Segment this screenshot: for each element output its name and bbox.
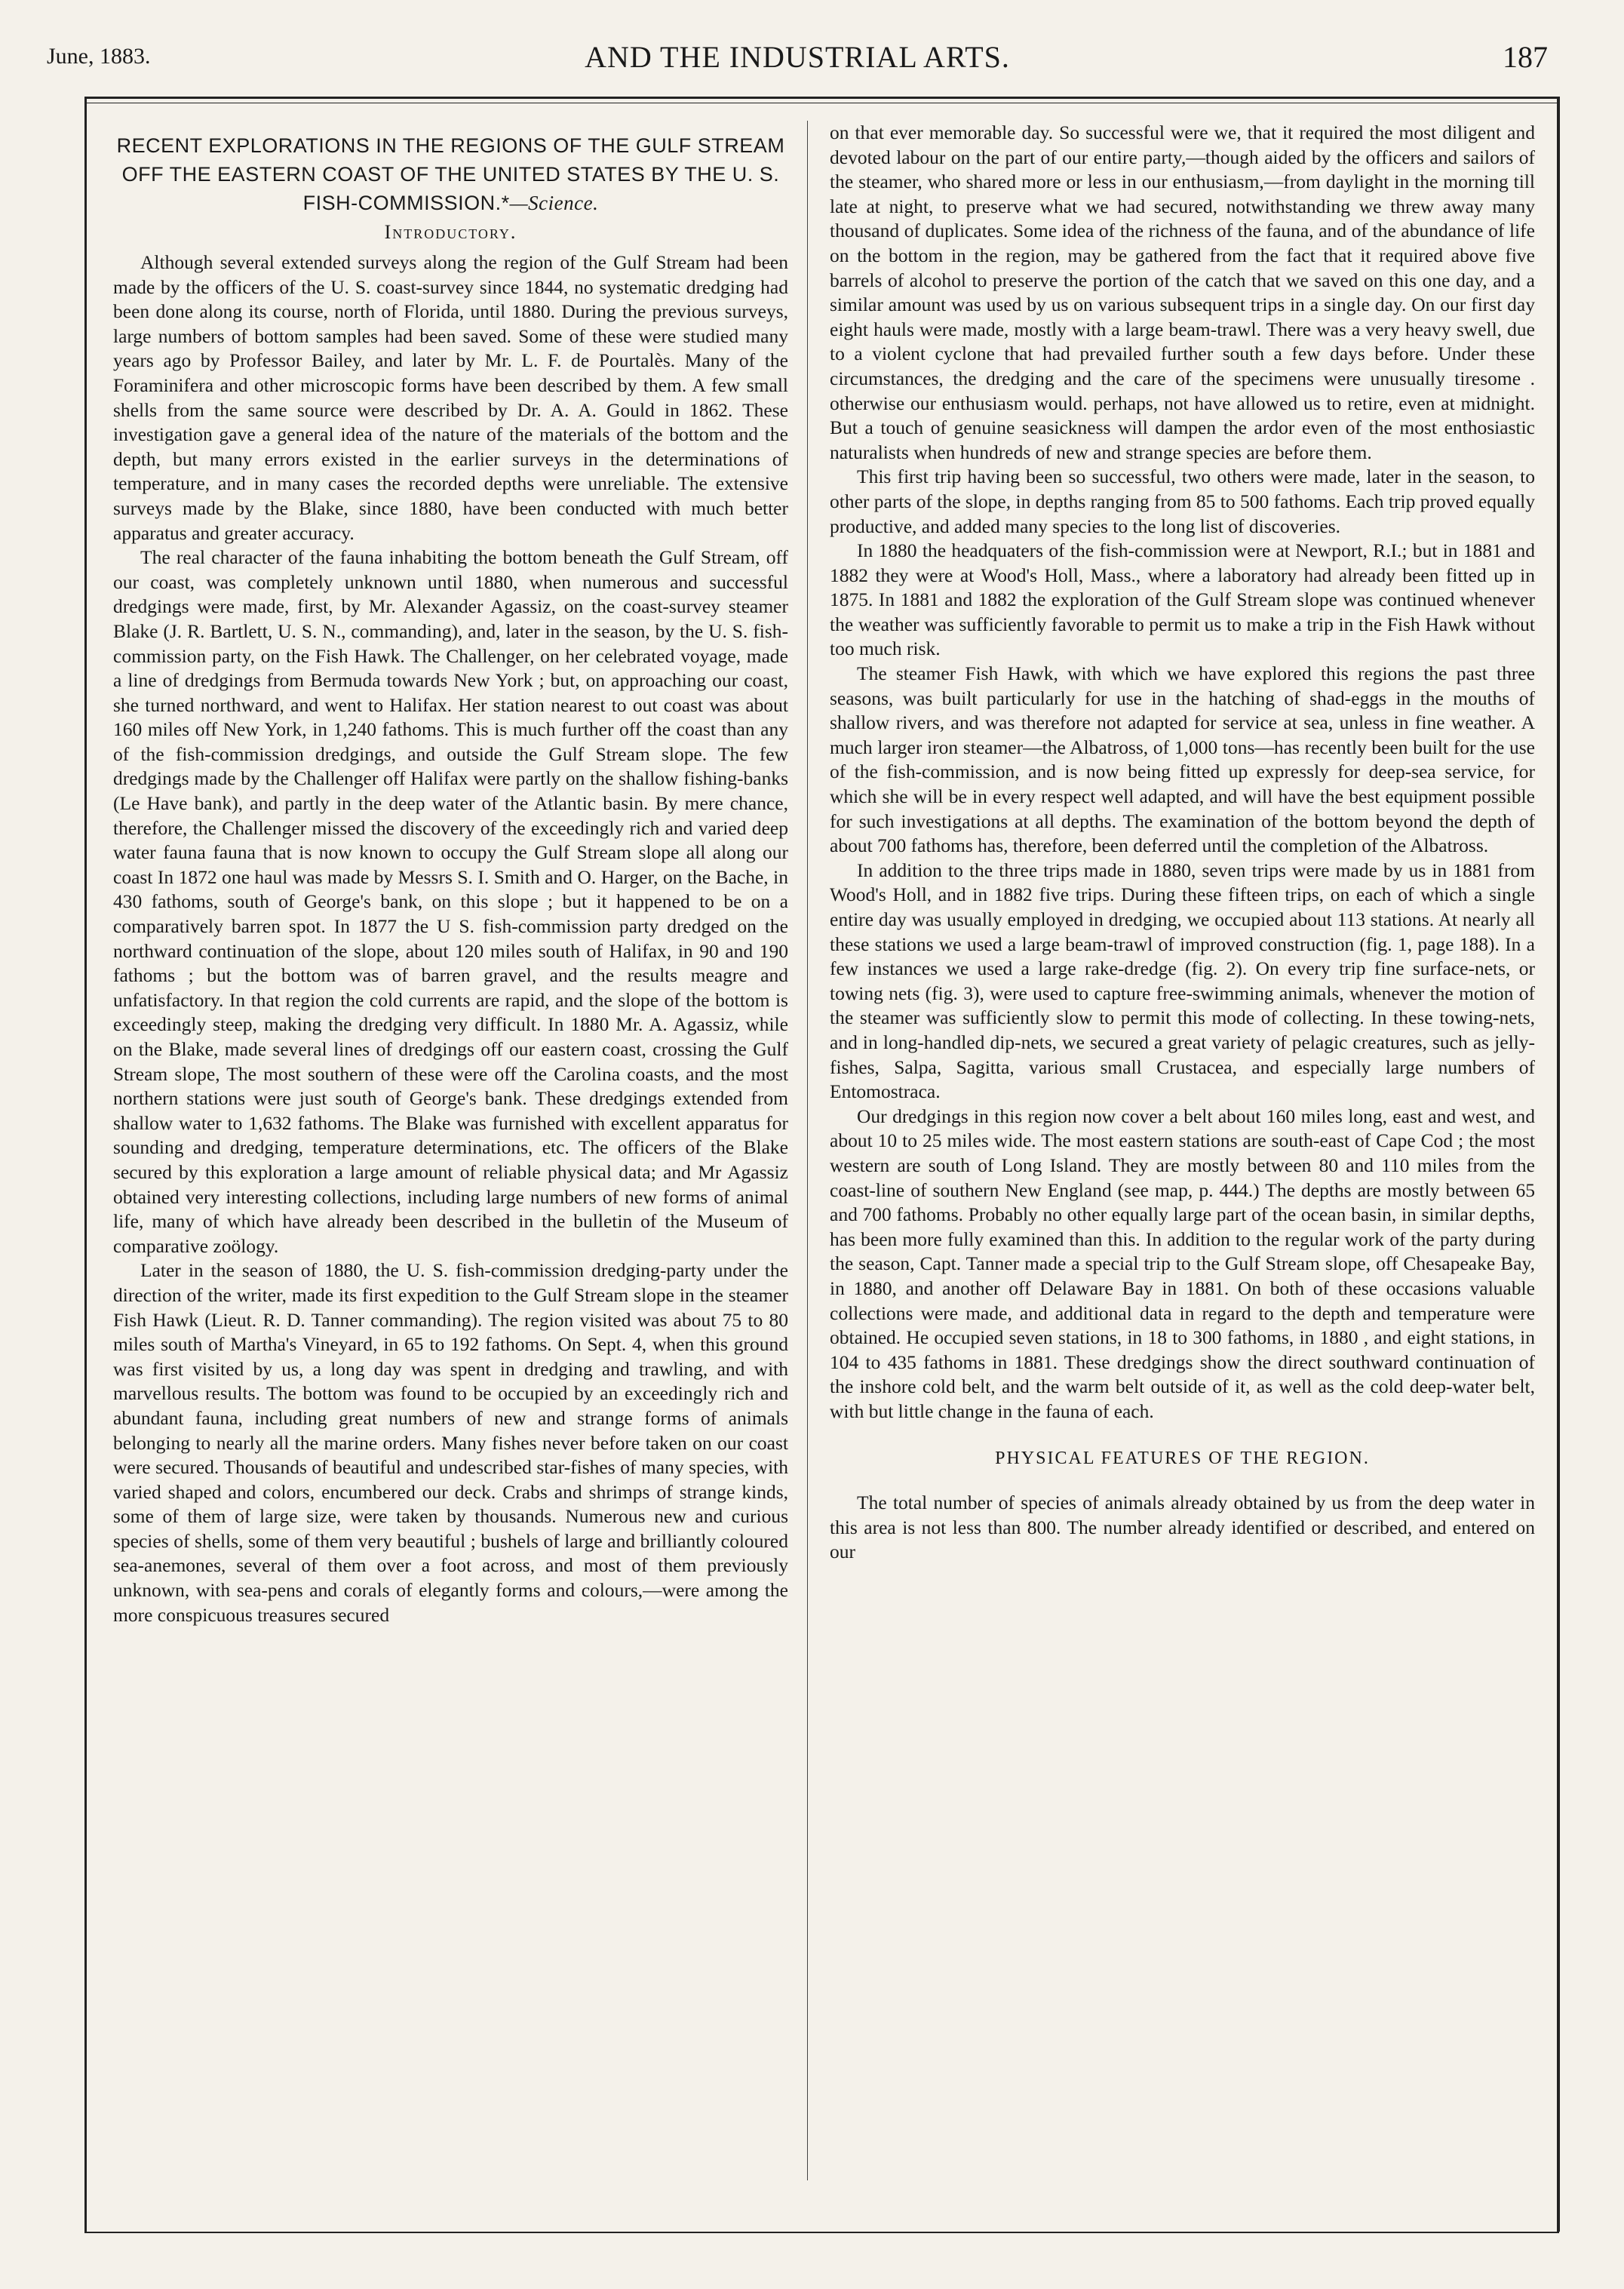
paragraph: In addition to the three trips made in 1880, seven trips were made by us in 1881 from Wood's Holl, and in 1882 five trips. During these fifteen trips, on each of which a single entire day was usually employed in dredging, we occupied about 113 stations. At nearly all these stations we used a large beam-trawl of improved construction (fig. 1, page 188). In a few instances we used a large rake-dredge (fig. 2). On every trip fine surface-nets, or towing nets (fig. 3), were used to capture free-swimming animals, whenever the motion of the steamer was sufficiently slow to permit this mode of collecting. In these towing-nets, and in long-handled dip-nets, we secured a great variety of pelagic creatures, such as jelly-fishes, Salpa, Sagitta, various small Crustacea, and especially large numbers of Entomostraca.: [830, 859, 1535, 1103]
left-frame-rule: [84, 97, 87, 2232]
paragraph: This first trip having been so successful, two others were made, later in the season, to other parts of the slope, in depths ranging from 85 to 500 fathoms. Each trip proved equally productive, and added many species to the long list of discoveries.: [830, 465, 1535, 537]
running-title: AND THE INDUSTRIAL ARTS.: [585, 40, 1010, 74]
column-right: [830, 121, 1535, 1565]
paragraph: on that ever memorable day. So successful were we, that it required the most diligent and devoted labour on the part of our entire party,—though aided by the officers and sailors of the steamer, who shared more or less in our enthusiasm,—from daylight in the morning till late at night, to preserve what we had secured, notwithstanding we threw away many thousand of duplicates. Some idea of the richness of the fauna, and of the abundance of life on the bottom in the region, may be gathered from the fact that it required above five barrels of alcohol to preserve the portion of the catch that we saved on this one day, and a similar amount was used by us on various subsequent trips in a single day. On our first day eight hauls were made, mostly with a large beam-trawl. There was a very heavy swell, due to a violent cyclone that had prevailed further south a few days before. Under these circumstances, the dredging and the care of the specimens were unusually tiresome . otherwise our enthusiasm would. perhaps, not have allowed us to retire, even at midnight. But a touch of genuine seasickness will dampen the ardor even of the most enthosiastic naturalists when hundreds of new and strange species are before them.: [830, 121, 1535, 463]
top-rule: [84, 97, 1559, 99]
right-frame-rule: [1557, 97, 1560, 2232]
column-left: [113, 127, 788, 1627]
header-date: June, 1883.: [47, 44, 151, 69]
paragraph: The steamer Fish Hawk, with which we have explored this regions the past three seasons, was built particularly for use in the hatching of shad-eggs in the mouths of shallow rivers, and was therefore not adapted for service at sea, unless in fine weather. A much larger iron steamer—the Albatross, of 1,000 tons—has recently been built for the use of the fish-commission, and is now being fitted up expressly for deep-sea service, for which she will be in every respect well adapted, and will have the best equipment possible for such investigations at all depths. The examination of the bottom beyond the depth of about 700 fathoms has, therefore, been deferred until the completion of the Albatross.: [830, 662, 1535, 857]
article-source: —Science.: [509, 192, 599, 214]
page-number: 187: [1503, 40, 1548, 74]
article-title: [113, 131, 788, 217]
paragraph: Later in the season of 1880, the U. S. fish-commission dredging-party under the direction of the writer, made its first expedition to the Gulf Stream slope in the steamer Fish Hawk (Lieut. R. D. Tanner commanding). The region visited was about 75 to 80 miles south of Martha's Vineyard, in 65 to 192 fathoms. On Sept. 4, when this ground was first visited by us, a long day was spent in dredging and trawling, and with marvellous results. The bottom was found to be occupied by an exceedingly rich and abundant fauna, including great numbers of new and strange forms of animals belonging to nearly all the marine orders. Many fishes never before taken on our coast were secured. Thousands of beautiful and undescribed star-fishes of many species, with varied shaped and colors, encumbered our deck. Crabs and shrimps of strange kinds, some of them of large size, were taken by thousands. Numerous new and curious species of shells, some of them very beautiful ; bushels of large and brilliantly coloured sea-anemones, several of them over a foot across, and most of them previously unknown, with sea-pens and corals of elegantly forms and colours,—were among the more conspicuous treasures secured: [113, 1259, 788, 1626]
page-header: [47, 30, 1548, 83]
bottom-rule: [84, 2232, 1559, 2233]
article-title-text: RECENT EXPLORATIONS IN THE REGIONS OF THE GULF STREAM OFF THE EASTERN COAST OF THE UNITED STATES BY THE U. S. FISH-COMMISSION.*: [116, 134, 785, 214]
column-divider: [807, 121, 808, 2180]
paragraph: In 1880 the headquaters of the fish-commission were at Newport, R.I.; but in 1881 and 1882 they were at Wood's Holl, Mass., where a laboratory had already been fitted up in 1875. In 1881 and 1882 the exploration of the Gulf Stream slope was continued whenever the weather was sufficiently favorable to permit us to make a trip in the Fish Hawk without too much risk.: [830, 539, 1535, 660]
paragraph: Our dredgings in this region now cover a belt about 160 miles long, east and west, and about 10 to 25 miles wide. The most eastern stations are south-east of Cape Cod ; the most western are south of Long Island. They are mostly between 80 and 110 miles from the coast-line of southern New England (see map, p. 444.) The depths are mostly between 65 and 700 fathoms. Probably no other equally large part of the ocean basin, in similar depths, has been more fully examined than this. In addition to the regular work of the party during the season, Capt. Tanner made a special trip to the Gulf Stream slope, off Chesapeake Bay, in 1880, and another off Delaware Bay in 1881. On both of these occasions valuable collections were made, and additional data in regard to the depth and temperature were obtained. He occupied seven stations, in 18 to 300 fathoms, in 1880 , and eight stations, in 104 to 435 fathoms in 1881. These dredgings show the direct southward continuation of the inshore cold belt, and the warm belt outside of it, as well as the cold deep-water belt, with but little change in the fauna of each.: [830, 1105, 1535, 1422]
paragraph: The real character of the fauna inhabiting the bottom beneath the Gulf Stream, off our coast, was completely unknown until 1880, when numerous and successful dredgings were made, first, by Mr. Alexander Agassiz, on the coast-survey steamer Blake (J. R. Bartlett, U. S. N., commanding), and, later in the season, by the U. S. fish-commission party, on the Fish Hawk. The Challenger, on her celebrated voyage, made a line of dredgings from Bermuda towards New York ; but, on approaching our coast, she turned northward, and went to Halifax. Her station nearest to out coast was about 160 miles off New York, in 1,240 fathoms. This is much further off the coast than any of the fish-commission dredgings, and outside the Gulf Stream slope. The few dredgings made by the Challenger off Halifax were partly on the shallow fishing-banks (Le Have bank), and partly in the deep water of the Atlantic basin. By mere chance, therefore, the Challenger missed the discovery of the exceedingly rich and varied deep water fauna fauna that is now known to occupy the Gulf Stream slope all along our coast In 1872 one haul was made by Messrs S. I. Smith and O. Harger, on the Bache, in 430 fathoms, south of George's bank, on this slope ; but it happened to be on a comparatively barren spot. In 1877 the U S. fish-commission party dredged on the northward continuation of the slope, about 120 miles south of Halifax, in 90 and 190 fathoms ; but the bottom was of barren gravel, and the results meagre and unfatisfactory. In that region the cold currents are rapid, and the slope of the bottom is exceedingly steep, making the dredging very difficult. In 1880 Mr. A. Agassiz, while on the Blake, made several lines of dredgings off our eastern coast, crossing the Gulf Stream slope, The most southern of these were off the Carolina coasts, and the most northern stations were just south of George's bank. These dredgings extended from shallow water to 1,632 fathoms. The Blake was furnished with excellent apparatus for sounding and dredging, temperature determinations, etc. The officers of the Blake secured by this exploration a large amount of reliable physical data; and Mr Agassiz obtained very interesting collections, including large numbers of new forms of animal life, many of which have already been described in the bulletin of the Museum of comparative zoölogy.: [113, 546, 788, 1257]
paragraph: The total number of species of animals already obtained by us from the deep water in this area is not less than 800. The number already identified or described, and entered on our: [830, 1492, 1535, 1563]
subheading-introductory: Introductory.: [384, 221, 517, 243]
section-heading-physical-features: PHYSICAL FEATURES OF THE REGION.: [995, 1449, 1370, 1469]
paragraph: Although several extended surveys along the region of the Gulf Stream had been made by the officers of the U. S. coast-survey since 1844, no systematic dredging had been done along its course, north of Florida, until 1880. During the previous surveys, large numbers of bottom samples had been saved. Some of these were studied many years ago by Professor Bailey, and later by Mr. L. F. de Pourtalès. Many of the Foraminifera and other microscopic forms have been described by them. A few small shells from the same source were described by Dr. A. A. Gould in 1862. These investigation gave a general idea of the nature of the materials of the bottom and the depth, but many errors existed in the earlier surveys in the determinations of temperature, and in many cases the recorded depths were unreliable. The extensive surveys made by the Blake, since 1880, have been conducted with much better apparatus and greater accuracy.: [113, 251, 788, 544]
